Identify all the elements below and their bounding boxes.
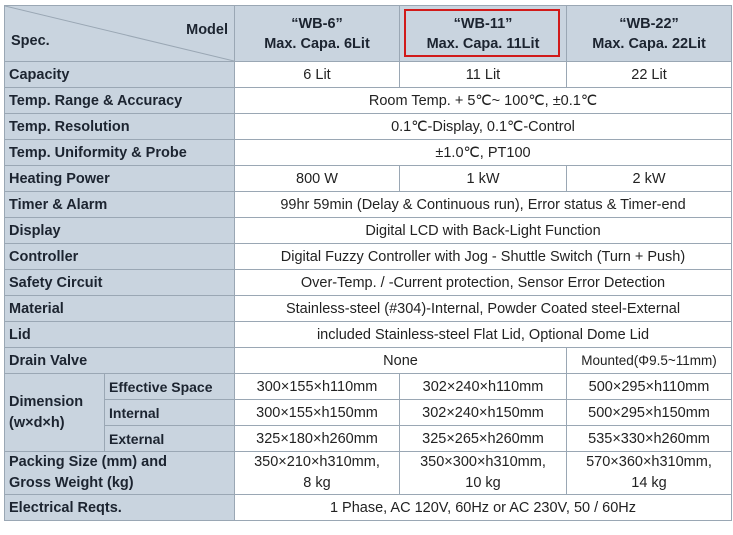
cell-line: 570×360×h310mm, [586, 454, 712, 470]
packing-label-line2: Gross Weight (kg) [9, 475, 134, 491]
cell-value: 300×155×h150mm [235, 400, 400, 426]
row-electrical [5, 495, 732, 521]
row-label: Temp. Resolution [5, 114, 235, 140]
row-label: Heating Power [5, 166, 235, 192]
cell-value: 325×265×h260mm [400, 426, 567, 452]
cell-value: Digital Fuzzy Controller with Jog - Shuttle Switch (Turn + Push) [235, 244, 732, 270]
sub-label: External [105, 426, 235, 452]
model-header-wb11 [400, 6, 567, 62]
cell-value: 325×180×h260mm [235, 426, 400, 452]
row-material [5, 296, 732, 322]
corner-model-label: Model [186, 22, 228, 38]
row-label: Temp. Uniformity & Probe [5, 140, 235, 166]
cell-value: Digital LCD with Back-Light Function [235, 218, 732, 244]
row-label: Drain Valve [5, 348, 235, 374]
spec-table [4, 5, 732, 521]
row-dimension-internal [5, 400, 732, 426]
cell-value: 11 Lit [400, 62, 567, 88]
dimension-label-line1: Dimension [9, 393, 84, 410]
cell-line: 350×300×h310mm, [420, 454, 546, 470]
cell-line: 14 kg [631, 475, 667, 491]
packing-cell-wb11 [400, 452, 567, 495]
row-label: Display [5, 218, 235, 244]
cell-value: 500×295×h150mm [567, 400, 732, 426]
row-label: Capacity [5, 62, 235, 88]
model-capa: Max. Capa. 11Lit [426, 35, 540, 52]
cell-line: 350×210×h310mm, [254, 454, 380, 470]
row-lid [5, 322, 732, 348]
row-drain-valve [5, 348, 732, 374]
header-row [5, 6, 732, 62]
row-label: Timer & Alarm [5, 192, 235, 218]
packing-cell-wb6 [235, 452, 400, 495]
row-timer [5, 192, 732, 218]
cell-line: 8 kg [303, 475, 331, 491]
cell-value: 500×295×h110mm [567, 374, 732, 400]
sub-label: Effective Space [105, 374, 235, 400]
corner-spec-label: Spec. [11, 33, 50, 49]
row-temp-resolution [5, 114, 732, 140]
dimension-label-line2: (w×d×h) [9, 414, 65, 431]
cell-value: 300×155×h110mm [235, 374, 400, 400]
row-label: Controller [5, 244, 235, 270]
row-packing [5, 452, 732, 495]
dimension-label [5, 374, 105, 452]
model-name: “WB-22” [619, 15, 679, 32]
model-capa: Max. Capa. 22Lit [592, 35, 706, 52]
spec-table-container [4, 5, 731, 521]
row-label: Lid [5, 322, 235, 348]
cell-value: ±1.0℃, PT100 [235, 140, 732, 166]
cell-value: 0.1℃-Display, 0.1℃-Control [235, 114, 732, 140]
model-capa: Max. Capa. 6Lit [264, 35, 370, 52]
cell-value: 302×240×h150mm [400, 400, 567, 426]
model-header-wb22 [567, 6, 732, 62]
packing-label-line1: Packing Size (mm) and [9, 454, 167, 470]
cell-value: None [235, 348, 567, 374]
cell-value: 302×240×h110mm [400, 374, 567, 400]
row-temp-uniformity [5, 140, 732, 166]
cell-value: 1 Phase, AC 120V, 60Hz or AC 230V, 50 / 60Hz [235, 495, 732, 521]
cell-value: 1 kW [400, 166, 567, 192]
row-controller [5, 244, 732, 270]
cell-value: 99hr 59min (Delay & Continuous run), Error status & Timer-end [235, 192, 732, 218]
cell-value: 2 kW [567, 166, 732, 192]
spec-model-corner [5, 6, 235, 62]
cell-value: 800 W [235, 166, 400, 192]
row-capacity [5, 62, 732, 88]
cell-value: Stainless-steel (#304)-Internal, Powder Coated steel-External [235, 296, 732, 322]
cell-value: Mounted(Φ9.5~11mm) [567, 348, 732, 374]
row-label: Material [5, 296, 235, 322]
model-name: “WB-11” [453, 15, 513, 32]
row-dimension-external [5, 426, 732, 452]
cell-value: Over-Temp. / -Current protection, Sensor Error Detection [235, 270, 732, 296]
cell-value: 6 Lit [235, 62, 400, 88]
cell-value: 535×330×h260mm [567, 426, 732, 452]
row-label: Electrical Reqts. [5, 495, 235, 521]
cell-line: 10 kg [465, 475, 501, 491]
row-dimension-effective [5, 374, 732, 400]
row-heating-power [5, 166, 732, 192]
cell-value: Room Temp. + 5℃~ 100℃, ±0.1℃ [235, 88, 732, 114]
row-temp-range [5, 88, 732, 114]
cell-value: 22 Lit [567, 62, 732, 88]
model-header-wb6 [235, 6, 400, 62]
sub-label: Internal [105, 400, 235, 426]
highlight-box [404, 9, 560, 57]
row-display [5, 218, 732, 244]
packing-cell-wb22 [567, 452, 732, 495]
row-safety [5, 270, 732, 296]
packing-label [5, 452, 235, 495]
model-name: “WB-6” [291, 15, 343, 32]
row-label: Temp. Range & Accuracy [5, 88, 235, 114]
row-label: Safety Circuit [5, 270, 235, 296]
cell-value: included Stainless-steel Flat Lid, Optional Dome Lid [235, 322, 732, 348]
